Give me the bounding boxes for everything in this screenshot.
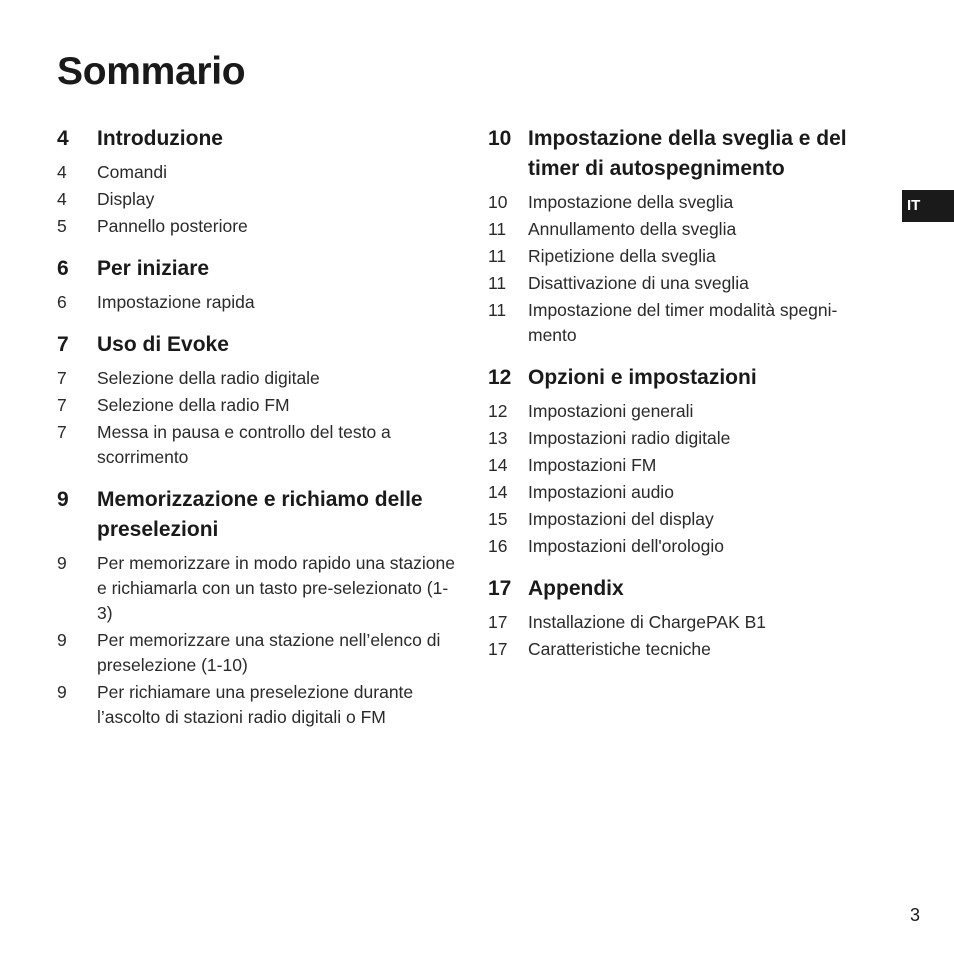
entry-page-number: 6 bbox=[57, 292, 67, 312]
entry-page-number: 4 bbox=[57, 189, 67, 209]
toc-entry[interactable] bbox=[488, 190, 883, 215]
toc-entry[interactable] bbox=[488, 244, 883, 269]
toc-entry[interactable] bbox=[57, 290, 462, 315]
entry-title: Pannello posteriore bbox=[97, 216, 248, 236]
toc-entry[interactable] bbox=[488, 426, 883, 451]
section-number: 12 bbox=[488, 366, 512, 389]
entry-title: Impostazioni generali bbox=[528, 401, 694, 421]
entry-title: Per memorizzare una stazione nell’elenco di preselezione (1-10) bbox=[97, 630, 441, 675]
section-title: Impostazione della sveglia e del timer di autospegnimento bbox=[528, 127, 847, 180]
entry-page-number: 17 bbox=[488, 612, 508, 632]
entry-title: Display bbox=[97, 189, 155, 209]
entry-page-number: 17 bbox=[488, 639, 508, 659]
section-number: 4 bbox=[57, 127, 69, 150]
toc-entry[interactable] bbox=[57, 680, 462, 730]
toc-left-column bbox=[57, 124, 462, 745]
toc-section bbox=[488, 363, 883, 559]
toc-right-column bbox=[488, 124, 883, 677]
entry-page-number: 11 bbox=[488, 219, 507, 239]
section-title: Appendix bbox=[528, 577, 624, 600]
page-number: 3 bbox=[909, 905, 920, 925]
entry-page-number: 11 bbox=[488, 273, 507, 293]
toc-entry[interactable] bbox=[488, 534, 883, 559]
entry-page-number: 11 bbox=[488, 300, 507, 320]
toc-entry[interactable] bbox=[488, 298, 883, 348]
entry-title: Impostazioni audio bbox=[528, 482, 674, 502]
toc-entry[interactable] bbox=[57, 214, 462, 239]
section-heading[interactable] bbox=[57, 330, 462, 360]
toc-entry[interactable] bbox=[488, 637, 883, 662]
entry-title: Impostazione rapida bbox=[97, 292, 255, 312]
entry-title: Per memorizzare in modo rapido una stazione e richiamarla con un tasto pre-selezionato (1-3) bbox=[97, 553, 455, 623]
entry-title: Disattivazione di una sveglia bbox=[528, 273, 749, 293]
toc-section bbox=[57, 124, 462, 239]
section-heading[interactable] bbox=[488, 363, 883, 393]
toc-entry[interactable] bbox=[57, 187, 462, 212]
section-title: Memorizzazione e richiamo delle preselezioni bbox=[97, 488, 423, 541]
toc-section bbox=[57, 254, 462, 315]
entry-title: Selezione della radio FM bbox=[97, 395, 290, 415]
entry-page-number: 14 bbox=[488, 482, 508, 502]
toc-entry[interactable] bbox=[488, 610, 883, 635]
section-number: 10 bbox=[488, 127, 512, 150]
entry-title: Impostazione della sveglia bbox=[528, 192, 734, 212]
entry-title: Ripetizione della sveglia bbox=[528, 246, 716, 266]
section-title: Uso di Evoke bbox=[97, 333, 229, 356]
toc-entry[interactable] bbox=[488, 507, 883, 532]
entry-page-number: 9 bbox=[57, 553, 67, 573]
page-title: Sommario bbox=[57, 50, 246, 93]
entry-page-number: 12 bbox=[488, 401, 508, 421]
toc-section bbox=[57, 485, 462, 730]
toc-entry[interactable] bbox=[488, 399, 883, 424]
section-number: 9 bbox=[57, 488, 69, 511]
entry-page-number: 11 bbox=[488, 246, 507, 266]
entry-title: Messa in pausa e controllo del testo a scorrimento bbox=[97, 422, 391, 467]
toc-entry[interactable] bbox=[57, 393, 462, 418]
entry-page-number: 15 bbox=[488, 509, 508, 529]
entry-title: Installazione di ChargePAK B1 bbox=[528, 612, 767, 632]
entry-page-number: 14 bbox=[488, 455, 508, 475]
toc-section bbox=[57, 330, 462, 470]
toc-entry[interactable] bbox=[57, 628, 462, 678]
entry-title: Per richiamare una preselezione durante l’ascolto di stazioni radio digitali o FM bbox=[97, 682, 414, 727]
entry-page-number: 13 bbox=[488, 428, 508, 448]
section-title: Opzioni e impostazioni bbox=[528, 366, 757, 389]
toc-entry[interactable] bbox=[57, 160, 462, 185]
entry-title: Annullamento della sveglia bbox=[528, 219, 737, 239]
section-heading[interactable] bbox=[488, 124, 883, 184]
entry-page-number: 16 bbox=[488, 536, 508, 556]
toc-entry[interactable] bbox=[488, 453, 883, 478]
section-heading[interactable] bbox=[57, 124, 462, 154]
section-heading[interactable] bbox=[488, 574, 883, 604]
entry-page-number: 5 bbox=[57, 216, 67, 236]
section-heading[interactable] bbox=[57, 485, 462, 545]
entry-title: Impostazioni dell'orologio bbox=[528, 536, 724, 556]
entry-page-number: 9 bbox=[57, 630, 67, 650]
toc-entry[interactable] bbox=[488, 271, 883, 296]
toc-entry[interactable] bbox=[57, 420, 462, 470]
entry-page-number: 7 bbox=[57, 395, 67, 415]
section-number: 7 bbox=[57, 333, 69, 356]
entry-title: Comandi bbox=[97, 162, 168, 182]
entry-page-number: 10 bbox=[488, 192, 508, 212]
toc-entry[interactable] bbox=[488, 217, 883, 242]
section-title: Introduzione bbox=[97, 127, 223, 150]
entry-title: Impostazioni FM bbox=[528, 455, 657, 475]
entry-title: Caratteristiche tecniche bbox=[528, 639, 711, 659]
section-title: Per iniziare bbox=[97, 257, 210, 280]
section-number: 6 bbox=[57, 257, 69, 280]
entry-page-number: 9 bbox=[57, 682, 67, 702]
toc-entry[interactable] bbox=[57, 551, 462, 626]
section-heading[interactable] bbox=[57, 254, 462, 284]
entry-title: Impostazione del timer modalità spegni-mento bbox=[528, 300, 838, 345]
toc-entry[interactable] bbox=[488, 480, 883, 505]
entry-title: Impostazioni del display bbox=[528, 509, 714, 529]
entry-page-number: 4 bbox=[57, 162, 67, 182]
entry-page-number: 7 bbox=[57, 422, 67, 442]
toc-section bbox=[488, 124, 883, 348]
section-number: 17 bbox=[488, 577, 512, 600]
entry-title: Impostazioni radio digitale bbox=[528, 428, 731, 448]
entry-title: Selezione della radio digitale bbox=[97, 368, 320, 388]
toc-section bbox=[488, 574, 883, 662]
entry-page-number: 7 bbox=[57, 368, 67, 388]
toc-entry[interactable] bbox=[57, 366, 462, 391]
language-tab: IT bbox=[902, 190, 954, 222]
